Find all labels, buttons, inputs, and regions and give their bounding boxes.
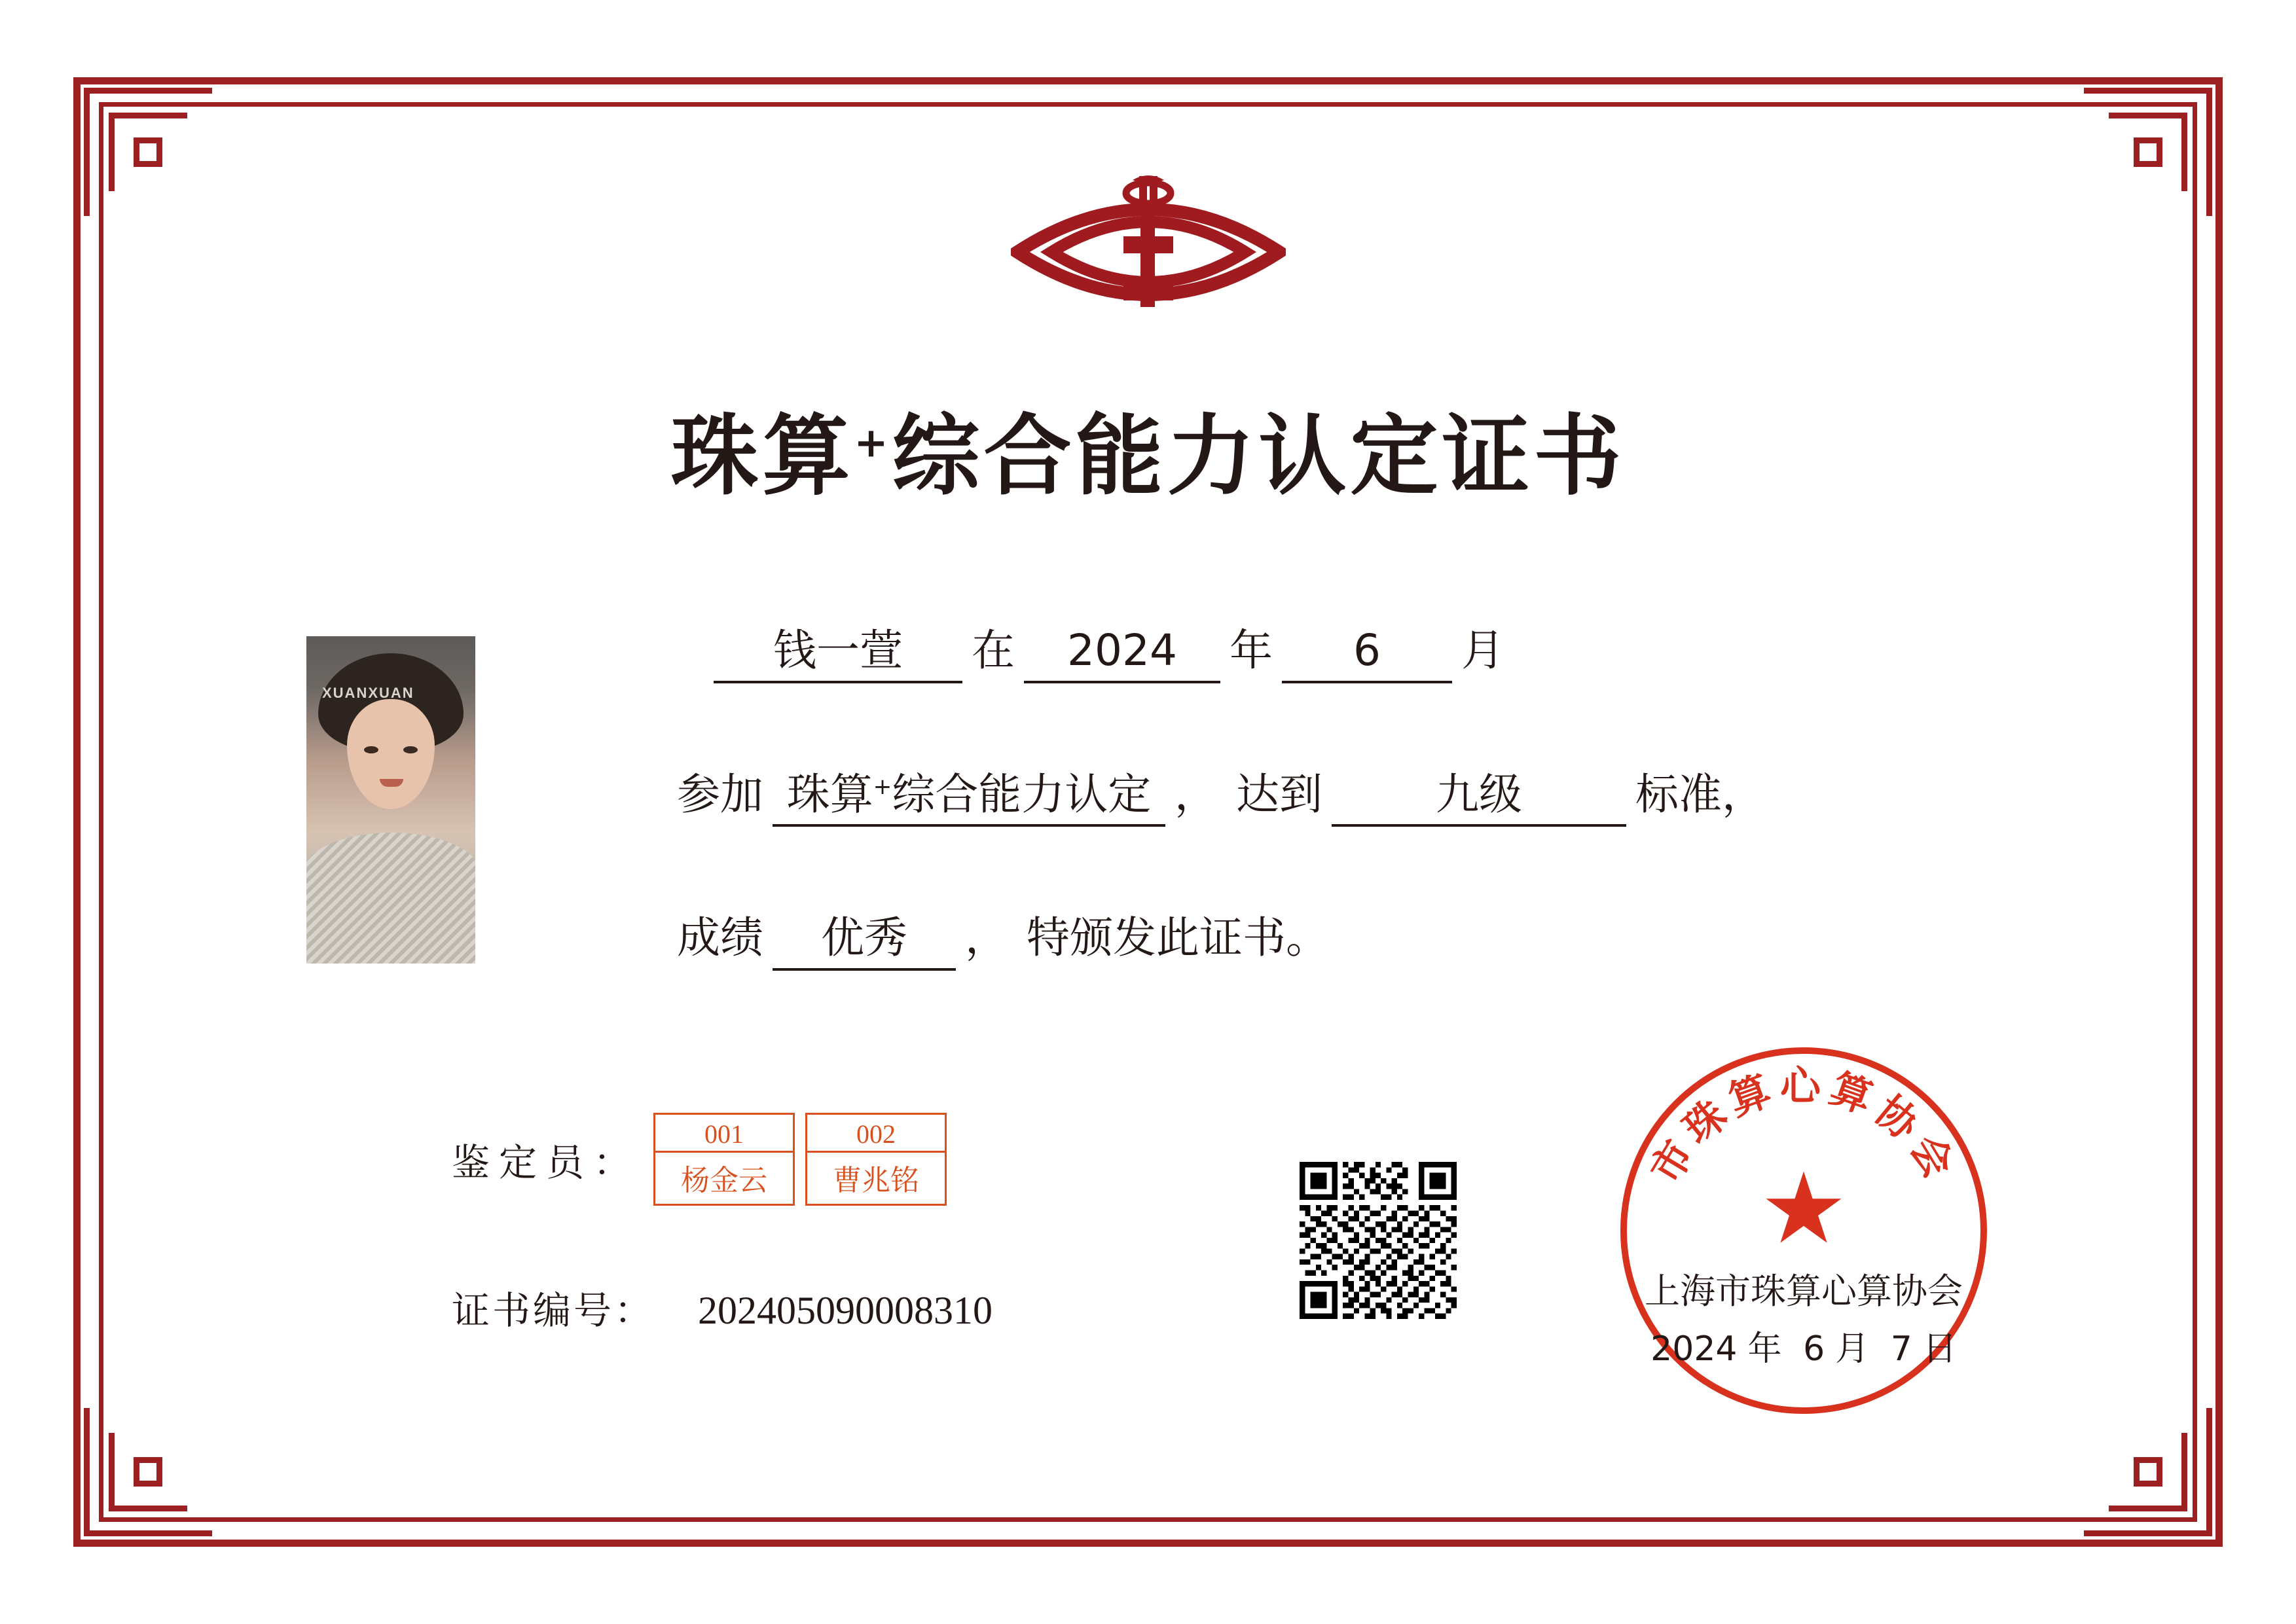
seal-date-month-label: 月	[1835, 1329, 1870, 1369]
seal-ring-text: 市珠算心算协会	[1641, 1062, 1967, 1192]
certificate-statement	[668, 615, 2043, 971]
examiner-name-2: 曹兆铭	[833, 1164, 920, 1197]
logo-container	[0, 173, 2296, 337]
seal-date-year: 2024	[1650, 1329, 1738, 1369]
photo-clothing	[306, 833, 475, 964]
examiner-number-2: 002	[807, 1115, 945, 1153]
title-rest: 综合能力认定证书	[892, 405, 1626, 507]
score-field: 优秀	[773, 911, 956, 971]
recipient-name-field: 钱一萱	[714, 624, 962, 683]
label-standard: 标准，	[1635, 768, 1765, 820]
student-photo	[306, 636, 475, 964]
corner-ornament-bottom-left	[84, 1405, 215, 1536]
label-issue: 特颁发此证书。	[1027, 912, 1329, 963]
seal-date-day-label: 日	[1922, 1329, 1957, 1369]
title-main: 珠算	[670, 405, 854, 507]
label-score: 成绩	[677, 912, 763, 963]
level-field: 九级	[1332, 768, 1626, 827]
certificate-number-label: 证书编号：	[452, 1288, 655, 1333]
seal-date-day: 7	[1890, 1329, 1912, 1369]
label-month: 月	[1461, 625, 1504, 676]
seal-organization: 上海市珠算心算协会	[1645, 1271, 1963, 1312]
comma-2: ，	[965, 912, 1008, 963]
verification-qr-code[interactable]	[1300, 1162, 1457, 1319]
examiner-name-1: 杨金云	[681, 1164, 768, 1197]
examiner-stamp-2	[805, 1113, 947, 1206]
year-field: 2024	[1024, 624, 1220, 683]
label-participate: 参加	[677, 768, 763, 820]
seal-date-year-label: 年	[1747, 1329, 1782, 1369]
page-title	[0, 386, 2296, 512]
photo-eye-right	[403, 746, 418, 753]
project-field	[773, 768, 1165, 827]
seal-date-month: 6	[1803, 1329, 1825, 1369]
statement-line-3	[668, 903, 2043, 971]
photo-eye-left	[364, 746, 378, 753]
examiner-stamp-1	[653, 1113, 795, 1206]
photo-watermark: XUANXUAN	[322, 685, 414, 701]
certificate-number-value: 202405090008310	[698, 1289, 993, 1332]
project-name-rest: 综合能力认定	[892, 768, 1152, 820]
comma-1: ，	[1175, 768, 1218, 820]
project-name: 珠算	[786, 768, 873, 820]
statement-line-1	[714, 615, 2043, 683]
examiner-number-1: 001	[655, 1115, 793, 1153]
seal-star-icon: ★	[1759, 1153, 1848, 1264]
examiner-block	[452, 1113, 957, 1206]
statement-line-2	[668, 759, 2043, 827]
official-seal	[1620, 1047, 1987, 1414]
corner-ornament-bottom-right	[2081, 1405, 2212, 1536]
examiner-label: 鉴定员：	[452, 1140, 641, 1185]
abacus-association-logo-icon	[1011, 173, 1286, 337]
label-reach: 达到	[1236, 768, 1322, 820]
label-at: 在	[972, 625, 1015, 676]
title-superscript: +	[854, 418, 892, 467]
project-superscript: +	[873, 773, 892, 800]
month-field: 6	[1282, 624, 1452, 683]
photo-face	[347, 699, 435, 809]
label-year: 年	[1230, 625, 1273, 676]
seal-date	[1620, 1321, 1987, 1370]
certificate-number-block	[452, 1280, 993, 1335]
